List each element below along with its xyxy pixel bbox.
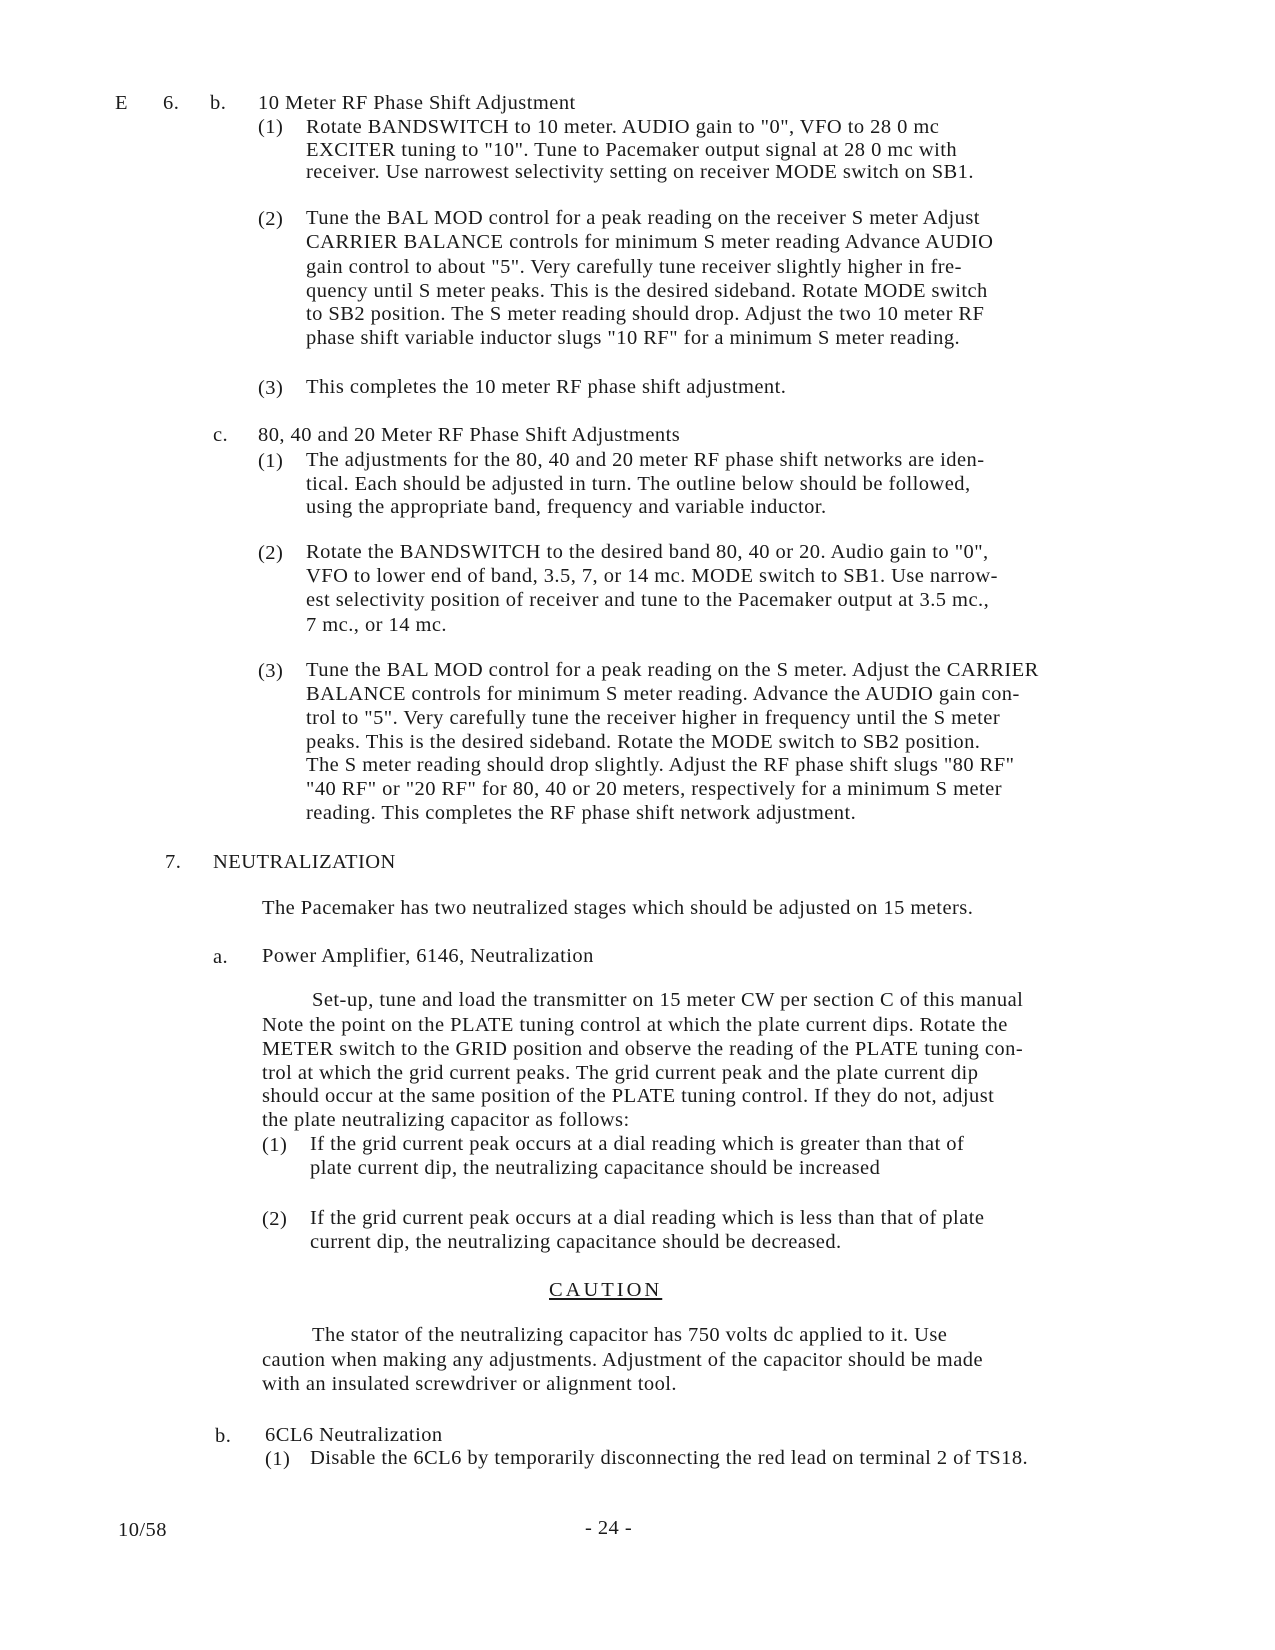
text-line: Rotate the BANDSWITCH to the desired band 80, 40 or 20. Audio gain to "0",: [306, 541, 989, 563]
section-heading: NEUTRALIZATION: [213, 851, 396, 873]
sub-label: c.: [213, 424, 229, 446]
step-number: (1): [262, 1134, 288, 1156]
section-letter: E: [115, 92, 128, 114]
caution-heading: CAUTION: [549, 1279, 663, 1301]
text-line: If the grid current peak occurs at a dial reading which is greater than that of: [310, 1133, 965, 1155]
text-line: should occur at the same position of the PLATE tuning control. If they do not, adjust: [262, 1085, 995, 1107]
footer-date: 10/58: [118, 1519, 167, 1541]
step-number: (2): [262, 1208, 288, 1230]
step-number: (3): [258, 377, 284, 399]
text-line: phase shift variable inductor slugs "10 RF" for a minimum S meter reading.: [306, 327, 961, 349]
text-line: tical. Each should be adjusted in turn. The outline below should be followed,: [306, 473, 971, 495]
page-number: - 24 -: [585, 1517, 633, 1539]
item-number: 6.: [163, 92, 180, 114]
text-line: quency until S meter peaks. This is the desired sideband. Rotate MODE switch: [306, 280, 988, 302]
text-line: current dip, the neutralizing capacitance should be decreased.: [310, 1231, 842, 1253]
text-line: Tune the BAL MOD control for a peak reading on the S meter. Adjust the CARRIER: [306, 659, 1039, 681]
text-line: The Pacemaker has two neutralized stages which should be adjusted on 15 meters.: [262, 897, 974, 919]
text-line: VFO to lower end of band, 3.5, 7, or 14 mc. MODE switch to SB1. Use narrow-: [306, 565, 998, 587]
text-line: plate current dip, the neutralizing capacitance should be increased: [310, 1157, 881, 1179]
text-line: trol at which the grid current peaks. The grid current peak and the plate current dip: [262, 1062, 979, 1084]
sub-label: a.: [213, 946, 229, 968]
text-line: The adjustments for the 80, 40 and 20 meter RF phase shift networks are iden-: [306, 449, 985, 471]
text-line: This completes the 10 meter RF phase shift adjustment.: [306, 376, 787, 398]
step-number: (1): [258, 450, 284, 472]
text-line: BALANCE controls for minimum S meter reading. Advance the AUDIO gain con-: [306, 683, 1020, 705]
text-line: to SB2 position. The S meter reading should drop. Adjust the two 10 meter RF: [306, 303, 985, 325]
text-line: If the grid current peak occurs at a dial reading which is less than that of plate: [310, 1207, 985, 1229]
text-line: reading. This completes the RF phase shift network adjustment.: [306, 802, 857, 824]
text-line: Disable the 6CL6 by temporarily disconnecting the red lead on terminal 2 of TS18.: [310, 1447, 1029, 1469]
text-line: Note the point on the PLATE tuning control at which the plate current dips. Rotate the: [262, 1014, 1008, 1036]
text-line: The stator of the neutralizing capacitor has 750 volts dc applied to it. Use: [312, 1324, 948, 1346]
text-line: CARRIER BALANCE controls for minimum S meter reading Advance AUDIO: [306, 231, 994, 253]
text-line: the plate neutralizing capacitor as follows:: [262, 1109, 630, 1131]
text-line: trol to "5". Very carefully tune the receiver higher in frequency until the S meter: [306, 707, 1001, 729]
text-line: Tune the BAL MOD control for a peak reading on the receiver S meter Adjust: [306, 207, 980, 229]
text-line: using the appropriate band, frequency and variable inductor.: [306, 496, 827, 518]
text-line: EXCITER tuning to "10". Tune to Pacemaker output signal at 28 0 mc with: [306, 139, 958, 161]
text-line: 7 mc., or 14 mc.: [306, 614, 447, 636]
text-line: "40 RF" or "20 RF" for 80, 40 or 20 meters, respectively for a minimum S meter: [306, 778, 1003, 800]
sub-heading: 6CL6 Neutralization: [265, 1424, 443, 1446]
sub-heading: Power Amplifier, 6146, Neutralization: [262, 945, 594, 967]
item-number: 7.: [165, 851, 182, 873]
text-line: Set-up, tune and load the transmitter on 15 meter CW per section C of this manual: [312, 989, 1024, 1011]
text-line: Rotate BANDSWITCH to 10 meter. AUDIO gain to "0", VFO to 28 0 mc: [306, 116, 940, 138]
sub-heading: 10 Meter RF Phase Shift Adjustment: [258, 92, 576, 114]
text-line: peaks. This is the desired sideband. Rotate the MODE switch to SB2 position.: [306, 731, 981, 753]
text-line: The S meter reading should drop slightly. Adjust the RF phase shift slugs "80 RF": [306, 754, 1015, 776]
step-number: (2): [258, 208, 284, 230]
sub-heading: 80, 40 and 20 Meter RF Phase Shift Adjustments: [258, 424, 681, 446]
text-line: gain control to about "5". Very carefully tune receiver slightly higher in fre-: [306, 256, 962, 278]
sub-label: b.: [215, 1425, 232, 1447]
step-number: (2): [258, 542, 284, 564]
text-line: receiver. Use narrowest selectivity setting on receiver MODE switch on SB1.: [306, 161, 974, 183]
sub-label: b.: [210, 92, 227, 114]
text-line: caution when making any adjustments. Adjustment of the capacitor should be made: [262, 1349, 983, 1371]
step-number: (3): [258, 660, 284, 682]
text-line: METER switch to the GRID position and observe the reading of the PLATE tuning con-: [262, 1038, 1024, 1060]
text-line: est selectivity position of receiver and tune to the Pacemaker output at 3.5 mc.,: [306, 589, 990, 611]
step-number: (1): [265, 1448, 291, 1470]
step-number: (1): [258, 116, 284, 138]
text-line: with an insulated screwdriver or alignment tool.: [262, 1373, 677, 1395]
